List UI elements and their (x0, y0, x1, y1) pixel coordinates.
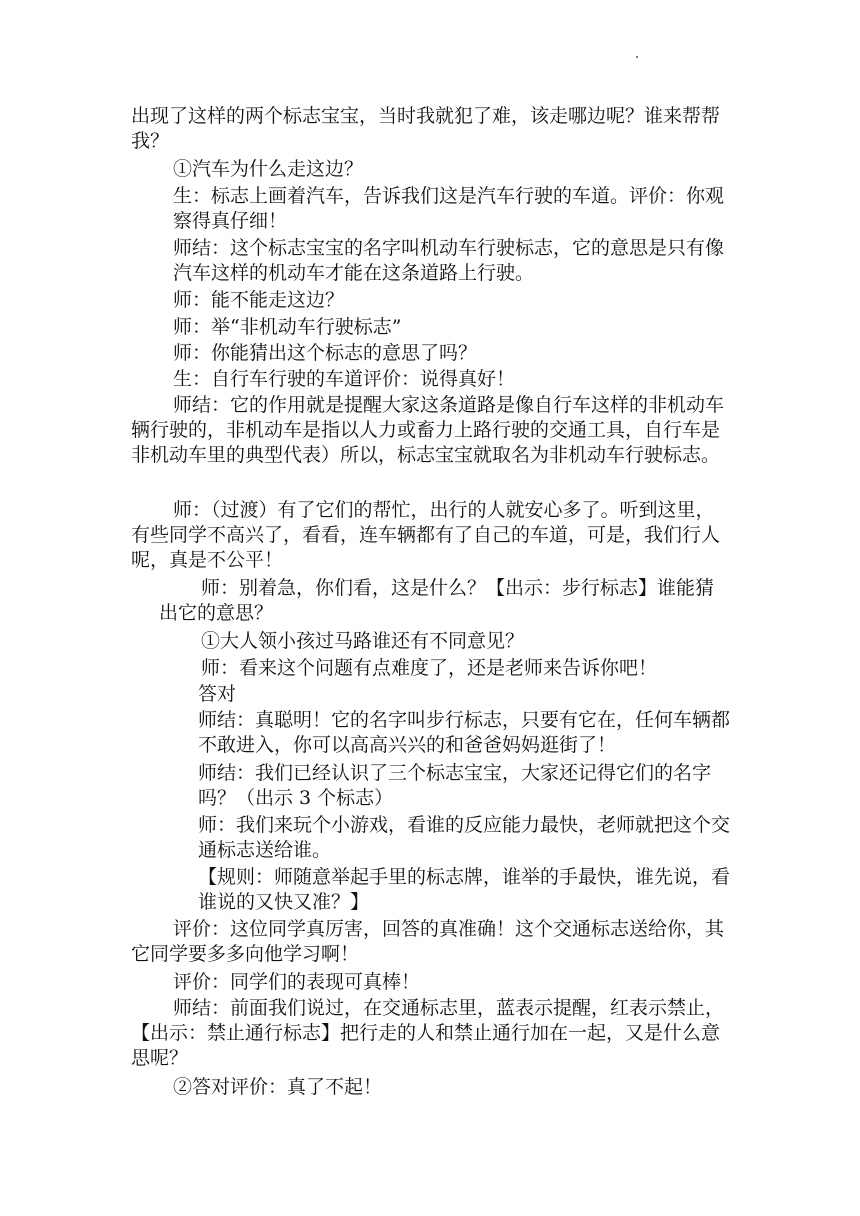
paragraph: 师结：真聪明！它的名字叫步行标志，只要有它在，任何车辆都不敢进入，你可以高高兴兴的和爸爸妈妈逛街了！ (198, 709, 731, 756)
paragraph: 师结：它的作用就是提醒大家这条道路是像自行车这样的非机动车辆行驶的，非机动车是指以人力或畜力上路行驶的交通工具，自行车是非机动车里的典型代表）所以，标志宝宝就取名为非机动车行驶标志。 (131, 394, 725, 466)
paragraph: 评价：同学们的表现可真棒！ (173, 971, 421, 993)
paragraph: 出现了这样的两个标志宝宝，当时我就犯了难，该走哪边呢？谁来帮帮我？ (131, 105, 721, 152)
paragraph: 师：看来这个问题有点难度了，还是老师来告诉你吧！ (201, 657, 658, 679)
paragraph: 生：自行车行驶的车道评价：说得真好！ (173, 368, 516, 390)
paragraph: 师：你能猜出这个标志的意思了吗？ (173, 342, 478, 364)
paragraph: 师：能不能走这边？ (173, 289, 345, 311)
paragraph: 师结：这个标志宝宝的名字叫机动车行驶标志，它的意思是只有像汽车这样的机动车才能在这条道路上行驶。 (173, 237, 725, 284)
paragraph: 师：别着急，你们看，这是什么？【出示：步行标志】谁能猜出它的意思？ (159, 577, 715, 624)
paragraph: 师：（过渡）有了它们的帮忙，出行的人就安心多了。听到这里，有些同学不高兴了，看看，连车辆都有了自己的车道，可是，我们行人呢，真是不公平！ (131, 499, 721, 571)
page-mark (636, 56, 638, 58)
paragraph: 师：我们来玩个小游戏，看谁的反应能力最快，老师就把这个交通标志送给谁。 (198, 814, 731, 861)
paragraph: 师：举“非机动车行驶标志” (173, 316, 402, 338)
paragraph: 评价：这位同学真厉害，回答的真准确！这个交通标志送给你，其它同学要多多向他学习啊！ (131, 918, 725, 965)
paragraph: ①大人领小孩过马路谁还有不同意见？ (201, 630, 525, 652)
paragraph: ②答对评价：真了不起！ (173, 1076, 383, 1098)
paragraph: 生：标志上画着汽车，告诉我们这是汽车行驶的车道。评价：你观察得真仔细！ (173, 185, 725, 232)
paragraph: 【规则：师随意举起手里的标志牌，谁举的手最快，谁先说，看谁说的又快又准？】 (198, 866, 731, 913)
paragraph: 师结：我们已经认识了三个标志宝宝，大家还记得它们的名字吗？（出示 3 个标志） (198, 762, 712, 809)
paragraph: 师结：前面我们说过，在交通标志里，蓝表示提醒，红表示禁止，【出示：禁止通行标志】把行走的人和禁止通行加在一起，又是什么意思呢？ (131, 997, 725, 1069)
paragraph: ①汽车为什么走这边？ (173, 158, 364, 180)
paragraph: 答对 (198, 683, 237, 705)
